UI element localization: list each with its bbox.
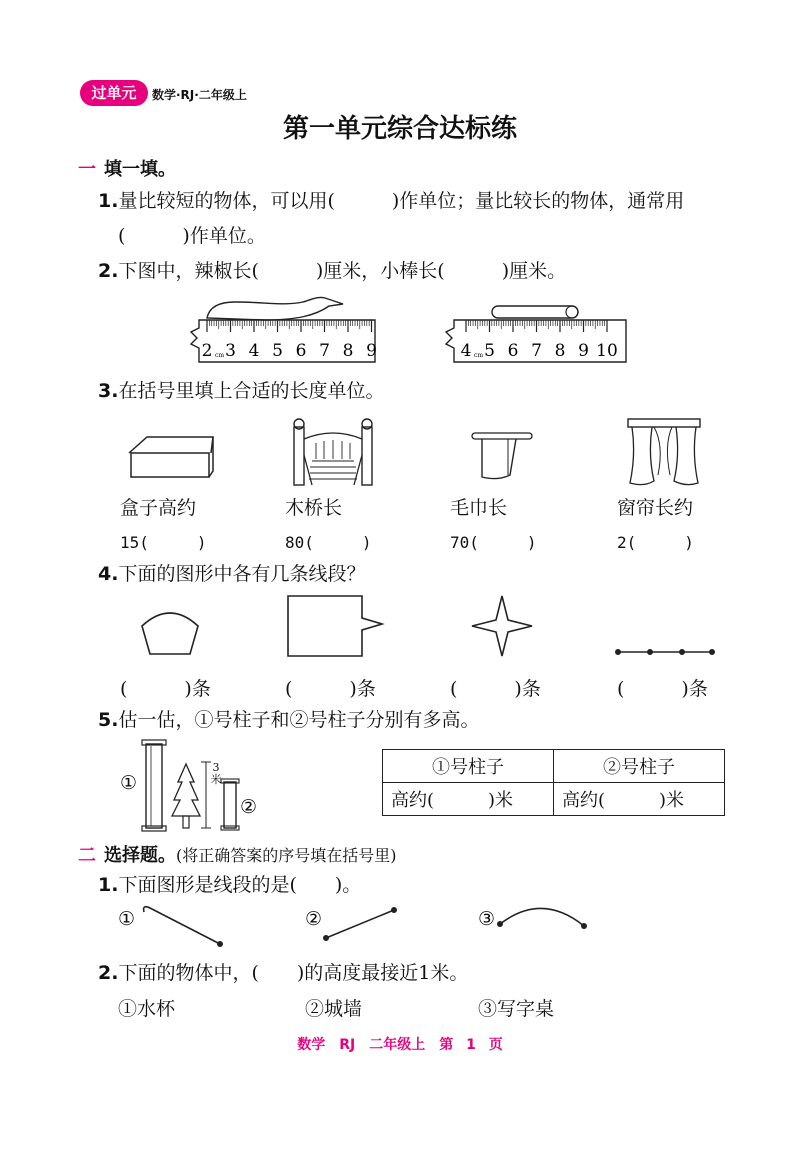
q1-3-line [98, 380, 384, 402]
q1-1-number: 1. [98, 190, 119, 212]
towel-answer: 70( ) [450, 533, 537, 552]
page-footer: 数学 RJ 二年级上 第 1 页 [297, 1037, 503, 1053]
q2-1-option-1: ① [118, 908, 136, 930]
section-1-heading [78, 155, 176, 181]
shape-star [470, 594, 534, 658]
ruler-number: 4 [248, 341, 260, 361]
q1-4-text: 下面的图形中各有几条线段？ [118, 563, 366, 585]
ruler-number: 8 [554, 341, 566, 361]
table-cell: 高约( )米 [554, 783, 725, 816]
ruler-ticks [466, 320, 607, 332]
pillars-tree-figure [140, 738, 250, 834]
straight-segment [322, 904, 402, 944]
section-2-heading [78, 841, 397, 867]
ruler-labels [202, 341, 377, 361]
ruler-labels [461, 341, 618, 361]
q2-1-option-2: ② [305, 908, 323, 930]
pillar-1-label: ① [120, 772, 138, 794]
ruler-unit: cm [474, 352, 484, 359]
q2-2-option-1: ①水杯 [118, 998, 176, 1020]
table-cell: 高约( )米 [383, 783, 554, 816]
curtain-label: 窗帘长约 [617, 497, 694, 519]
q2-2-option-3: ③写字桌 [478, 998, 555, 1020]
q2-2-line [98, 962, 468, 984]
q2-2-option-2: ②城墙 [305, 998, 363, 1020]
height-mark: 3米 [210, 761, 222, 786]
ruler-chili-figure [185, 292, 385, 364]
ruler-number: 5 [272, 341, 283, 361]
shape-speech-box [286, 594, 386, 658]
towel-picture [468, 425, 538, 485]
ruler-stick-figure [440, 292, 640, 364]
q1-3-text: 在括号里填上合适的长度单位。 [118, 380, 385, 402]
segments-answer: ( )条 [617, 678, 708, 700]
pillar-height-table [382, 749, 725, 816]
ruler-number: 7 [531, 341, 542, 361]
curtain-picture [624, 415, 704, 490]
q1-2-line [98, 260, 566, 282]
section-1-number: 一 [78, 159, 96, 180]
ruler-number: 4 [460, 341, 472, 361]
q1-2-text: 下图中，辣椒长( )厘米，小棒长( )厘米。 [118, 260, 567, 282]
table-row [383, 750, 725, 783]
pillar-2 [224, 782, 236, 828]
q1-4-number: 4. [98, 563, 119, 585]
ruler-unit: cm [215, 352, 225, 359]
q1-1-line2: ( )作单位。 [118, 225, 266, 247]
unit-badge: 过单元 [80, 80, 148, 106]
shape-fan [138, 602, 202, 658]
ruler-number: 9 [366, 341, 377, 361]
pillar-2-label: ② [240, 796, 258, 818]
table-header: ①号柱子 [383, 750, 554, 783]
q2-1-number: 1. [98, 874, 119, 896]
bridge-label: 木桥长 [285, 497, 343, 519]
q2-2-text: 下面的物体中，( )的高度最接近1米。 [118, 962, 469, 984]
ruler-number: 6 [507, 341, 519, 361]
q1-2-number: 2. [98, 260, 119, 282]
q1-5-text: 估一估，①号柱子和②号柱子分别有多高。 [118, 709, 480, 731]
ruler-number: 8 [342, 341, 354, 361]
section-2-note: (将正确答案的序号填在括号里) [176, 846, 397, 865]
box-answer: 15( ) [120, 533, 207, 552]
page-title: 第一单元综合达标练 [282, 114, 517, 144]
chili-pepper [207, 297, 343, 320]
q1-1-text: 量比较短的物体，可以用( )作单位；量比较长的物体，通常用 [118, 190, 685, 212]
book-subtitle: 数学·RJ·二年级上 [152, 88, 247, 102]
table-row [383, 783, 725, 816]
pillar-1 [146, 744, 162, 828]
q2-1-line [98, 874, 361, 896]
q1-5-line [98, 709, 479, 731]
q1-5-number: 5. [98, 709, 119, 731]
ruler-number: 3 [225, 341, 236, 361]
q2-2-number: 2. [98, 962, 119, 984]
bridge-picture [288, 415, 378, 490]
fan-answer: ( )条 [120, 678, 211, 700]
q1-1-line1 [98, 190, 684, 212]
table-header: ②号柱子 [554, 750, 725, 783]
towel-label: 毛巾长 [450, 497, 508, 519]
q2-1-text: 下面图形是线段的是( )。 [118, 874, 362, 896]
q1-4-line [98, 563, 365, 585]
curtain-answer: 2( ) [617, 533, 694, 552]
tree [172, 764, 200, 816]
ruler-number: 9 [578, 341, 589, 361]
ruler-number: 10 [596, 341, 618, 361]
section-2-title: 选择题。 [104, 845, 176, 866]
box-picture [125, 425, 215, 485]
arc-line [496, 902, 592, 932]
section-2-number: 二 [78, 845, 96, 866]
section-1-title: 填一填。 [104, 159, 176, 180]
ruler-number: 7 [319, 341, 330, 361]
stick [492, 306, 578, 318]
q1-3-number: 3. [98, 380, 119, 402]
ruler-ticks [207, 320, 372, 332]
ruler-number: 5 [484, 341, 495, 361]
q2-1-option-3: ③ [478, 908, 496, 930]
ruler-number: 2 [201, 341, 213, 361]
shape-dotted-segments [612, 644, 718, 660]
ruler-number: 6 [295, 341, 307, 361]
star-answer: ( )条 [450, 678, 541, 700]
speech-box-answer: ( )条 [285, 678, 376, 700]
bridge-answer: 80( ) [285, 533, 372, 552]
box-label: 盒子高约 [120, 497, 197, 519]
curved-hook-line [138, 902, 228, 948]
